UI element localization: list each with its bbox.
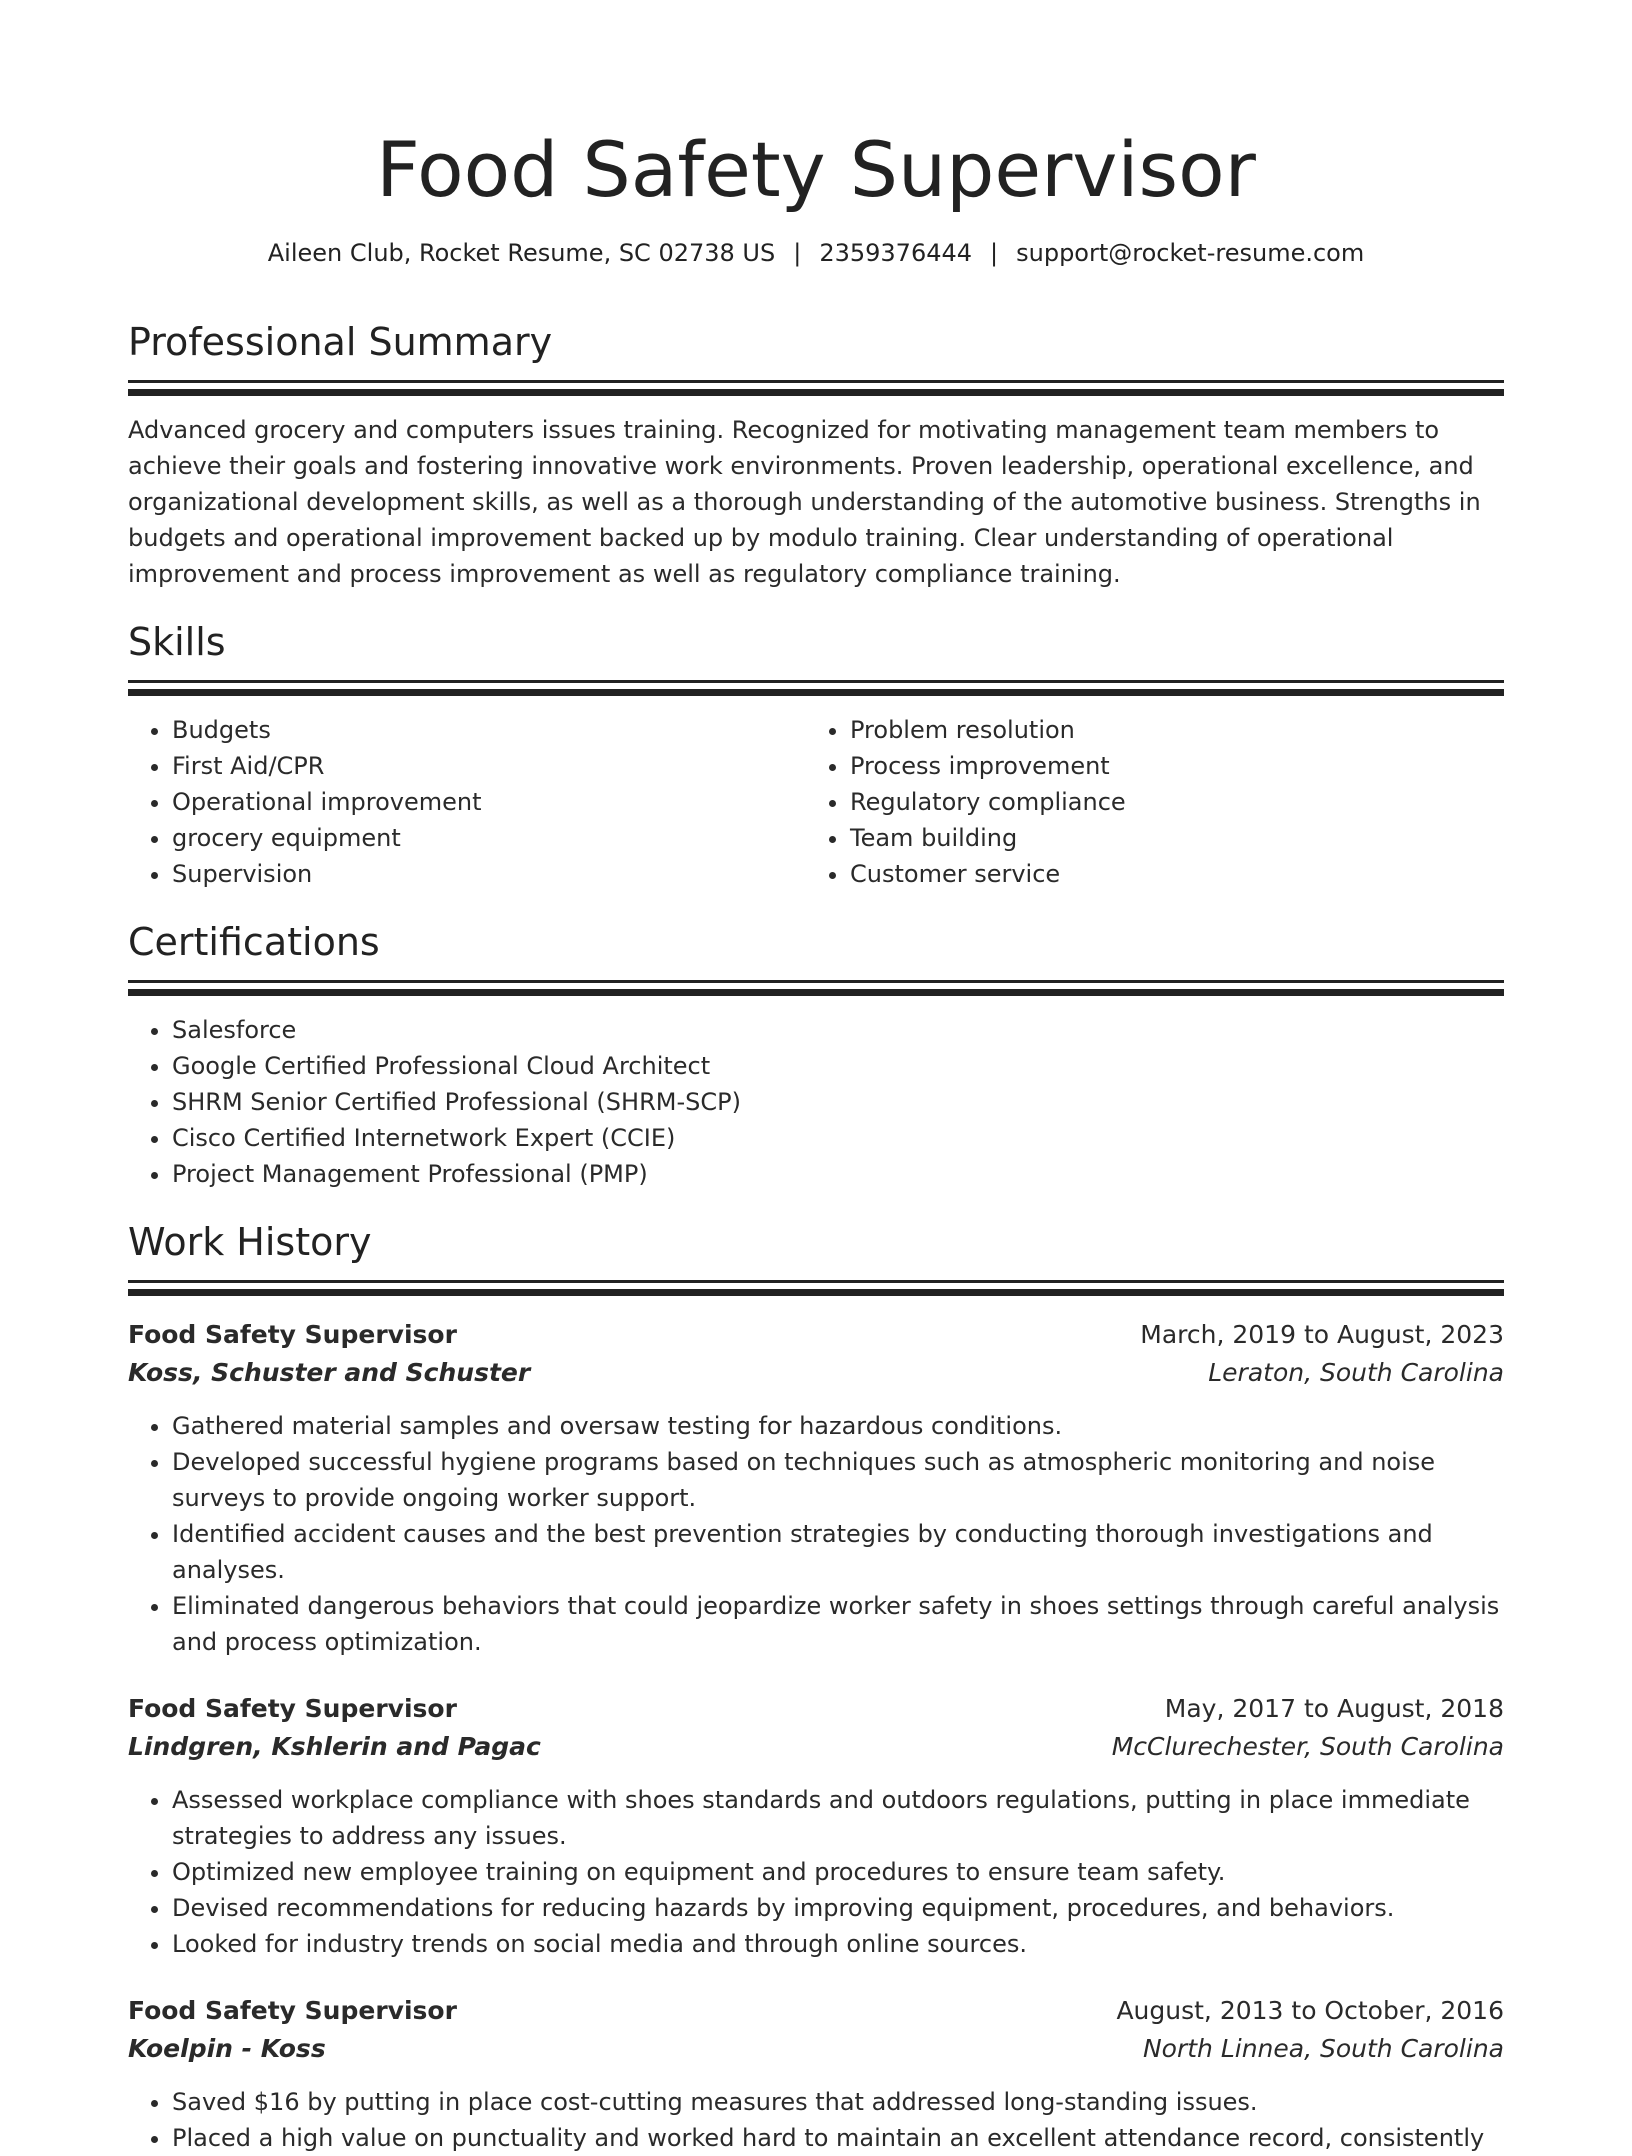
section-divider: [128, 980, 1504, 983]
job-bullet: • Assessed workplace compliance with shoes standards and outdoors regulations, putting in place immediate strategies to address any issues.: [172, 1782, 1504, 1854]
resume-name: Food Safety Supervisor: [376, 125, 1256, 214]
job-header-row: [128, 1690, 1504, 1728]
certification-item: • Cisco Certified Internetwork Expert (CCIE): [172, 1120, 1504, 1156]
skill-item: • Process improvement: [850, 748, 1484, 784]
job-bullet: • Saved $16 by putting in place cost-cutting measures that addressed long-standing issues.: [172, 2084, 1504, 2120]
job-company-row: [128, 1728, 1504, 1766]
job-bullets: [128, 1408, 1504, 1660]
contact-address: Aileen Club, Rocket Resume, SC 02738 US: [267, 239, 776, 267]
job-title: Food Safety Supervisor: [128, 1320, 457, 1349]
skills-column-right: [806, 712, 1484, 892]
job-company-row: [128, 2030, 1504, 2068]
section-divider-thick: [128, 989, 1504, 996]
job-bullet: • Devised recommendations for reducing hazards by improving equipment, procedures, and behaviors.: [172, 1890, 1504, 1926]
job-dates: March, 2019 to August, 2023: [1140, 1320, 1504, 1349]
skills-column-left: [128, 712, 806, 892]
job-bullet: • Eliminated dangerous behaviors that could jeopardize worker safety in shoes settings through careful analysis and process optimization.: [172, 1588, 1504, 1660]
certifications-list: [128, 1012, 1504, 1192]
job-bullet: • Identified accident causes and the best prevention strategies by conducting thorough investigations and analyses.: [172, 1516, 1504, 1588]
skill-item: • Budgets: [172, 712, 806, 748]
skill-item: • Operational improvement: [172, 784, 806, 820]
job-bullet: • Gathered material samples and oversaw testing for hazardous conditions.: [172, 1408, 1504, 1444]
skills-list-right: [806, 712, 1484, 892]
section-title-skills: Skills: [128, 620, 226, 664]
job-company: Koelpin - Koss: [128, 2034, 326, 2063]
section-title-summary: Professional Summary: [128, 320, 553, 364]
certifications-section: [128, 918, 1504, 1192]
section-divider-thick: [128, 689, 1504, 696]
skill-item: • First Aid/CPR: [172, 748, 806, 784]
skill-item: • Regulatory compliance: [850, 784, 1484, 820]
job-bullet: • Optimized new employee training on equipment and procedures to ensure team safety.: [172, 1854, 1504, 1890]
job-location: McClurechester, South Carolina: [1111, 1732, 1504, 1761]
summary-text: Advanced grocery and computers issues training. Recognized for motivating management team members to achieve their goals and fostering innovative work environments. Proven leadership, operational excellence, and organizational development skills, as well as a thorough understanding of the automotive business. Strengths in budgets and operational improvement backed up by modulo training. Clear understanding of operational improvement and process improvement as well as regulatory compliance training.: [128, 416, 1481, 588]
contact-line: [128, 236, 1504, 270]
job-bullets: [128, 2084, 1504, 2156]
job-bullet: • Looked for industry trends on social media and through online sources.: [172, 1926, 1504, 1962]
job-bullet: • Developed successful hygiene programs based on techniques such as atmospheric monitoring and noise surveys to provide ongoing worker support.: [172, 1444, 1504, 1516]
section-divider-thick: [128, 1289, 1504, 1296]
job-bullets: [128, 1782, 1504, 1962]
skill-item: • Team building: [850, 820, 1484, 856]
contact-phone: 2359376444: [819, 239, 973, 267]
job-dates: May, 2017 to August, 2018: [1164, 1694, 1504, 1723]
section-title-work-history: Work History: [128, 1220, 372, 1264]
contact-separator: |: [793, 239, 802, 267]
job-location: North Linnea, South Carolina: [1142, 2034, 1504, 2063]
certification-item: • Project Management Professional (PMP): [172, 1156, 1504, 1192]
section-divider-thick: [128, 389, 1504, 396]
summary-section: [128, 318, 1504, 592]
certification-item: • SHRM Senior Certified Professional (SHRM-SCP): [172, 1084, 1504, 1120]
job-dates: August, 2013 to October, 2016: [1116, 1996, 1504, 2025]
resume-page: [128, 0, 1504, 2156]
job-company: Koss, Schuster and Schuster: [128, 1358, 531, 1387]
skill-item: • Problem resolution: [850, 712, 1484, 748]
work-history-section: [128, 1218, 1504, 2156]
job-title: Food Safety Supervisor: [128, 1694, 457, 1723]
skills-columns: [128, 712, 1504, 892]
job-location: Leraton, South Carolina: [1208, 1358, 1504, 1387]
skill-item: • Supervision: [172, 856, 806, 892]
certification-item: • Salesforce: [172, 1012, 1504, 1048]
job-entry: [128, 1316, 1504, 1660]
section-divider: [128, 380, 1504, 383]
certification-item: • Google Certified Professional Cloud Architect: [172, 1048, 1504, 1084]
job-entry: [128, 1690, 1504, 1962]
contact-separator: |: [990, 239, 999, 267]
job-header-row: [128, 1992, 1504, 2030]
skills-section: [128, 618, 1504, 892]
section-title-certifications: Certifications: [128, 920, 380, 964]
skill-item: • Customer service: [850, 856, 1484, 892]
section-divider: [128, 1280, 1504, 1283]
job-title: Food Safety Supervisor: [128, 1996, 457, 2025]
skills-list-left: [128, 712, 806, 892]
job-entry: [128, 1992, 1504, 2156]
section-divider: [128, 680, 1504, 683]
skill-item: • grocery equipment: [172, 820, 806, 856]
job-bullet: • Placed a high value on punctuality and worked hard to maintain an excellent attendance record, consistently: [172, 2120, 1504, 2156]
job-company: Lindgren, Kshlerin and Pagac: [128, 1732, 541, 1761]
contact-email[interactable]: support@rocket-resume.com: [1016, 239, 1365, 267]
job-header-row: [128, 1316, 1504, 1354]
job-company-row: [128, 1354, 1504, 1392]
